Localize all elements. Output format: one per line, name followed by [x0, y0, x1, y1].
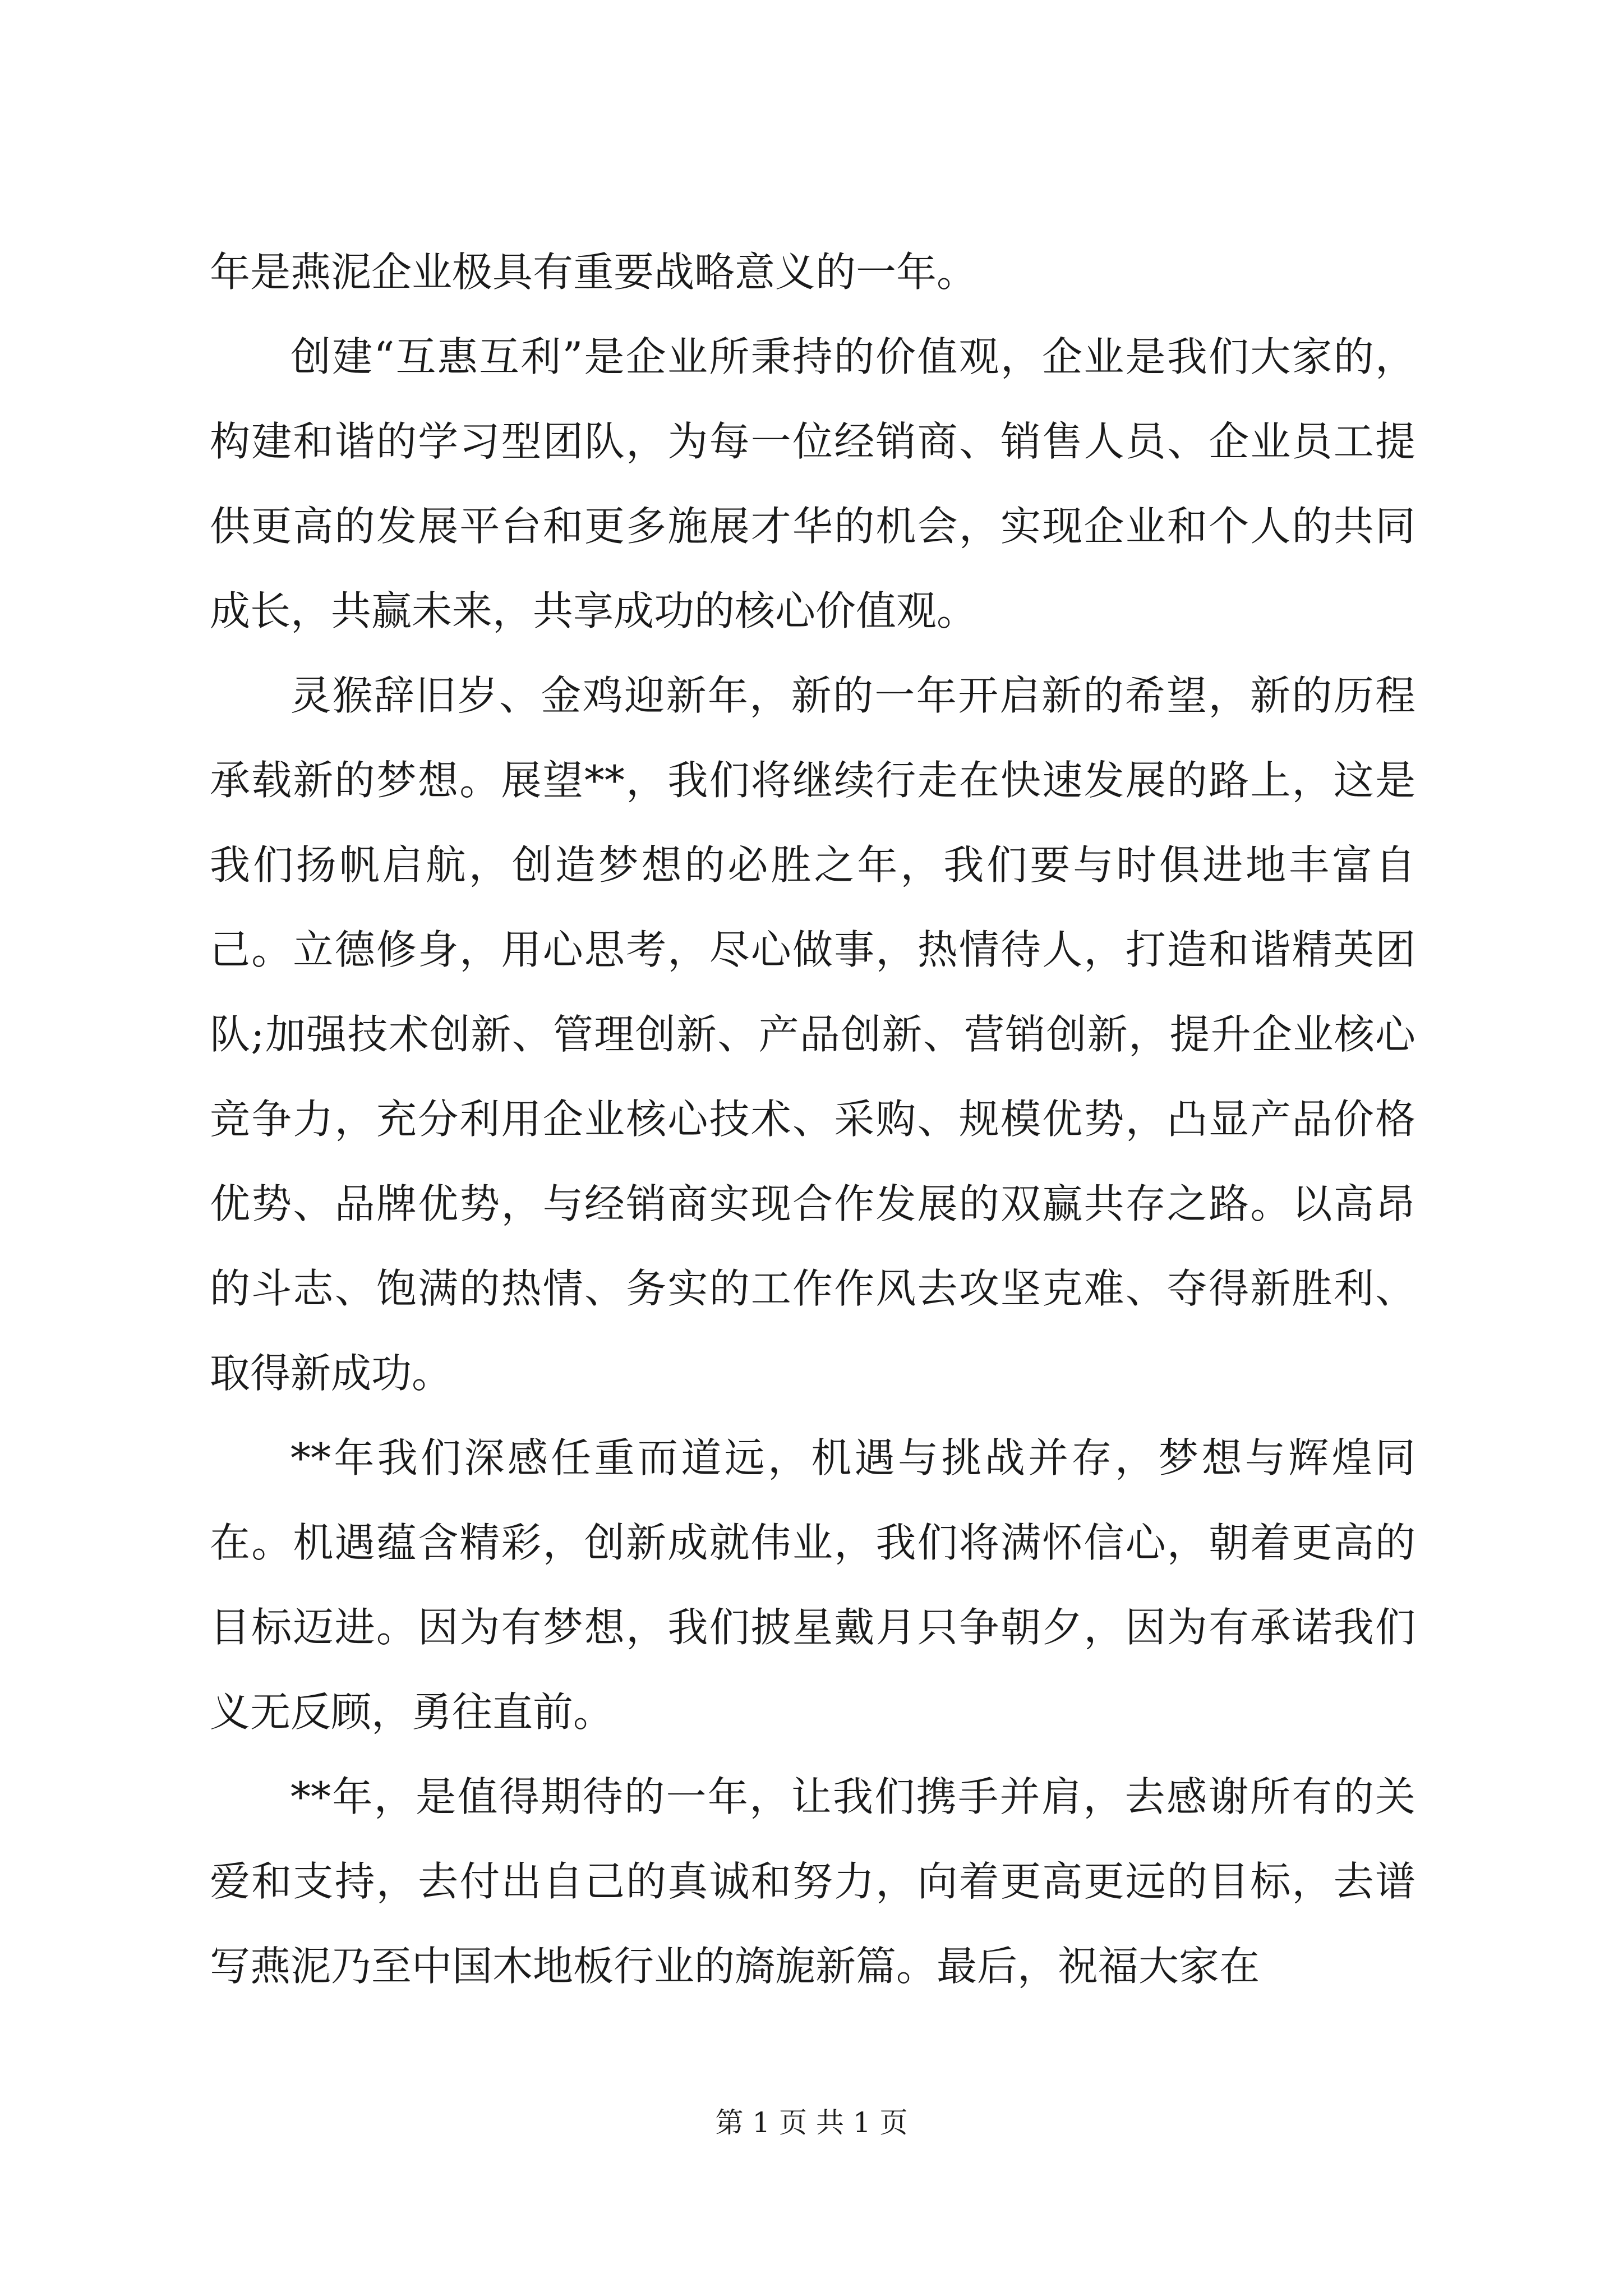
paragraph-5: **年，是值得期待的一年，让我们携手并肩，去感谢所有的关爱和支持，去付出自己的真诚和努力，向着更高更远的目标，去谱写燕泥乃至中国木地板行业的旖旎新篇。最后，祝福大家在: [210, 1773, 1415, 1990]
page-footer: [0, 2105, 1623, 2141]
paragraph-4: **年我们深感任重而道远，机遇与挑战并存，梦想与辉煌同在。机遇蕴含精彩，创新成就伟业，我们将满怀信心，朝着更高的目标迈进。因为有梦想，我们披星戴月只争朝夕，因为有承诺我们义无反顾，勇往直前。: [210, 1434, 1415, 1736]
paragraph-1: 年是燕泥企业极具有重要战略意义的一年。: [210, 249, 978, 296]
paragraph-3: 灵猴辞旧岁、金鸡迎新年，新的一年开启新的希望，新的历程承载新的梦想。展望**，我们将继续行走在快速发展的路上，这是我们扬帆启航，创造梦想的必胜之年，我们要与时俱进地丰富自己。立德修身，用心思考，尽心做事，热情待人，打造和谐精英团队;加强技术创新、管理创新、产品创新、营销创新，提升企业核心竞争力，充分利用企业核心技术、采购、规模优势，凸显产品价格优势、品牌优势，与经销商实现合作发展的双赢共存之路。以高昂的斗志、饱满的热情、务实的工作作风去攻坚克难、夺得新胜利、取得新成功。: [210, 672, 1415, 1397]
paragraph-2: 创建“互惠互利”是企业所秉持的价值观，企业是我们大家的，构建和谐的学习型团队，为每一位经销商、销售人员、企业员工提供更高的发展平台和更多施展才华的机会，实现企业和个人的共同成长，共赢未来，共享成功的核心价值观。: [210, 333, 1415, 634]
document-body: [210, 230, 1415, 2009]
page-number-label: 第 1 页 共 1 页: [715, 2106, 908, 2139]
